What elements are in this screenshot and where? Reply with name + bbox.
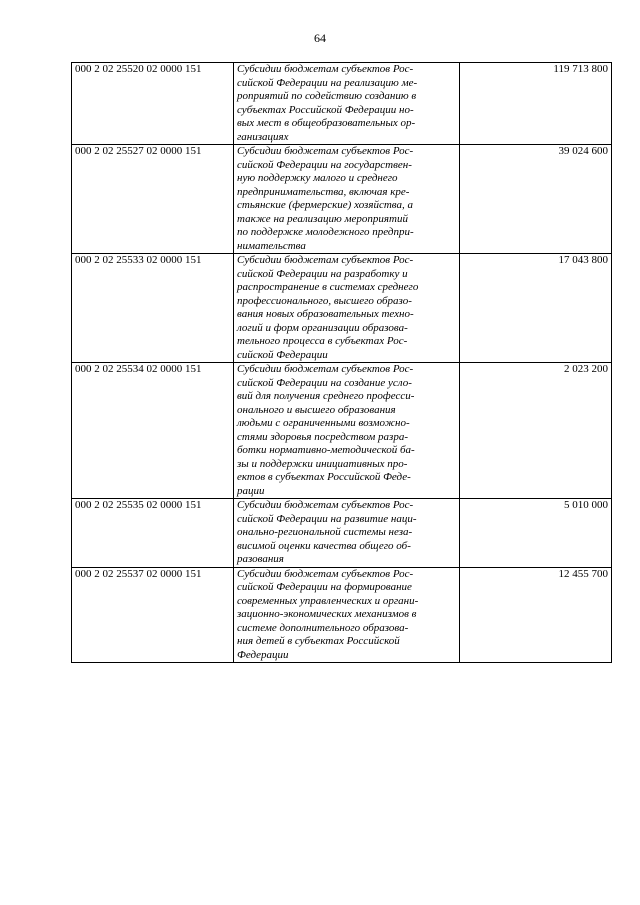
subsidy-name-line: вий для получения среднего професси-: [237, 390, 415, 402]
subsidy-name-line: Федерации: [237, 648, 289, 661]
table-row: [72, 363, 612, 499]
subsidy-name-line: людьми с ограниченными возможно-: [237, 417, 410, 429]
subsidy-name-line: рации: [237, 484, 265, 497]
subsidy-name-line: ганизациях: [237, 130, 289, 143]
subsidy-name-line: предпринимательства, включая кре-: [237, 185, 410, 198]
subsidy-name-line: ботки нормативно-методической ба-: [237, 444, 415, 456]
subsidy-name-line: висимой оценки качества общего об-: [237, 539, 411, 552]
subsidy-name-line: ную поддержку малого и среднего: [237, 172, 398, 184]
subsidy-name-line: сийской Федерации на реализацию ме-: [237, 76, 418, 89]
subsidy-name-line: онально-региональной системы неза-: [237, 526, 413, 538]
amount-cell: 2 023 200: [460, 363, 612, 499]
subsidy-name-line: Субсидии бюджетам субъектов Рос-: [237, 145, 414, 157]
subsidy-name-line: онального и высшего образования: [237, 403, 396, 416]
budget-code-cell: 000 2 02 25520 02 0000 151: [72, 63, 234, 145]
subsidy-name-cell: [234, 499, 460, 568]
subsidy-name-line: зы и поддержки инициативных про-: [237, 457, 408, 470]
subsidy-name-line: сийской Федерации на формирование: [237, 581, 412, 593]
subsidy-name-line: сийской Федерации на разработку и: [237, 267, 408, 280]
page-number: 64: [314, 31, 326, 45]
subsidy-name-cell: [234, 254, 460, 363]
subsidy-name-line: ния детей в субъектах Российской: [237, 635, 400, 647]
subsidy-name-cell: [234, 363, 460, 499]
amount-cell: 17 043 800: [460, 254, 612, 363]
subsidy-name-line: ектов в субъектах Российской Феде-: [237, 471, 411, 483]
subsidy-name-cell: [234, 567, 460, 663]
amount-cell: 39 024 600: [460, 145, 612, 254]
budget-table: [71, 62, 612, 663]
subsidy-name-cell: [234, 63, 460, 145]
subsidy-name-line: Субсидии бюджетам субъектов Рос-: [237, 567, 414, 580]
table-row: [72, 63, 612, 145]
subsidy-name-line: вания новых образовательных техно-: [237, 308, 414, 320]
subsidy-name-line: нимательства: [237, 239, 306, 252]
subsidy-name-line: стями здоровья посредством разра-: [237, 430, 409, 443]
subsidy-name-line: Субсидии бюджетам субъектов Рос-: [237, 254, 414, 266]
amount-cell: 119 713 800: [460, 63, 612, 145]
subsidy-name-line: субъектах Российской Федерации но-: [237, 103, 414, 116]
subsidy-name-line: также на реализацию мероприятий: [237, 212, 408, 225]
budget-code-cell: 000 2 02 25527 02 0000 151: [72, 145, 234, 254]
amount-cell: 12 455 700: [460, 567, 612, 663]
subsidy-name-line: разования: [237, 553, 284, 565]
subsidy-name-line: профессионального, высшего образо-: [237, 294, 412, 307]
budget-code-cell: 000 2 02 25533 02 0000 151: [72, 254, 234, 363]
subsidy-name-line: зационно-экономических механизмов в: [237, 608, 417, 620]
table-row: [72, 499, 612, 568]
subsidy-name-line: сийской Федерации на развитие наци-: [237, 512, 417, 525]
subsidy-name-line: логий и форм организации образова-: [237, 321, 408, 334]
budget-code-cell: 000 2 02 25537 02 0000 151: [72, 567, 234, 663]
table-row: [72, 254, 612, 363]
subsidy-name-line: Субсидии бюджетам субъектов Рос-: [237, 363, 414, 375]
subsidy-name-line: роприятий по содействию созданию в: [237, 90, 417, 102]
budget-code-cell: 000 2 02 25534 02 0000 151: [72, 363, 234, 499]
subsidy-name-cell: [234, 145, 460, 254]
budget-code-cell: 000 2 02 25535 02 0000 151: [72, 499, 234, 568]
subsidy-name-line: по поддержке молодежного предпри-: [237, 226, 414, 238]
subsidy-name-line: тельного процесса в субъектах Рос-: [237, 335, 408, 347]
table-row: [72, 145, 612, 254]
subsidy-name-line: сийской Федерации на создание усло-: [237, 376, 412, 389]
subsidy-name-line: Субсидии бюджетам субъектов Рос-: [237, 499, 414, 511]
subsidy-name-line: распространение в системах среднего: [237, 281, 419, 293]
subsidy-name-line: современных управленческих и органи-: [237, 594, 419, 607]
subsidy-name-line: стьянские (фермерские) хозяйства, а: [237, 199, 413, 211]
table-body: [72, 63, 612, 663]
subsidy-name-line: вых мест в общеобразовательных ор-: [237, 117, 416, 129]
amount-cell: 5 010 000: [460, 499, 612, 568]
table-row: [72, 567, 612, 663]
subsidy-name-line: сийской Федерации: [237, 348, 328, 361]
subsidy-name-line: Субсидии бюджетам субъектов Рос-: [237, 63, 414, 75]
subsidy-name-line: сийской Федерации на государствен-: [237, 158, 412, 171]
subsidy-name-line: системе дополнительного образова-: [237, 621, 409, 634]
